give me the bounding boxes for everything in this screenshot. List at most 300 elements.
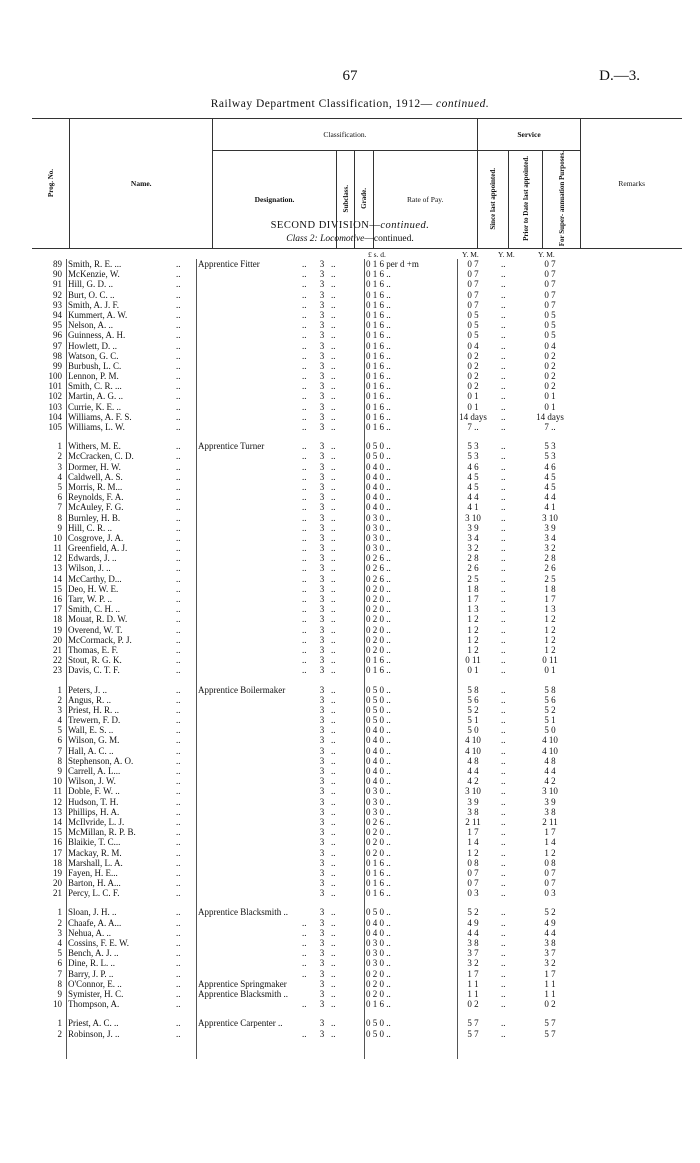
row-grade: .. [331,492,336,503]
row-superannuation: 1 3 [544,604,556,615]
row-grade: .. [331,309,336,320]
row-prior: .. [501,492,506,503]
row-number: 20 [53,878,62,889]
row-subclass: 3 [319,745,325,756]
row-since-last: 1 2 [467,634,479,645]
row-number: 1 [57,441,62,452]
row-superannuation: 0 5 [544,309,556,320]
row-subclass: 3 [319,512,325,523]
table-row [0,341,700,351]
row-name: Reynolds, F. A. [68,492,124,503]
row-since-last: 3 10 [465,512,481,523]
row-number: 16 [53,594,62,604]
table-row [0,320,700,330]
row-prior: .. [501,381,506,392]
row-number: 98 [53,350,62,361]
row-subclass: 3 [319,999,325,1010]
row-leader: .. [176,827,181,838]
row-grade: .. [331,594,336,604]
row-prior: .. [501,360,506,371]
row-prior: .. [501,837,506,848]
row-subclass: 3 [319,532,325,543]
row-rate: 0 4 0 .. [366,776,391,787]
row-number: 14 [53,816,62,827]
row-number: 101 [48,381,62,392]
row-subclass: 3 [319,907,325,918]
row-name: Thompson, A. [68,999,120,1010]
row-grade: .. [331,735,336,746]
row-number: 2 [57,917,62,928]
row-grade: .. [331,988,336,999]
row-superannuation: 0 2 [544,371,556,382]
row-grade: .. [331,381,336,392]
row-name: Lennon, P. M. [68,371,119,382]
row-prior: .. [501,391,506,402]
row-leader: .. [302,624,307,635]
row-rate: 0 1 6 .. [366,422,391,432]
row-leader: .. [176,512,181,523]
row-superannuation: 0 4 [544,340,556,351]
row-subclass: 3 [319,299,325,310]
row-leader: .. [302,381,307,392]
row-leader: .. [176,684,181,695]
row-prior: .. [501,766,506,776]
row-prior: .. [501,320,506,331]
row-leader: .. [176,704,181,715]
row-rate: 0 1 6 .. [366,665,391,676]
row-subclass: 3 [319,330,325,341]
row-grade: .. [331,755,336,766]
row-number: 103 [48,401,62,412]
row-subclass: 3 [319,927,325,938]
row-since-last: 5 3 [467,451,479,462]
row-name: McCracken, C. D. [68,451,134,462]
row-leader: .. [176,786,181,797]
row-number: 7 [57,502,62,513]
row-subclass: 3 [319,735,325,746]
row-grade: .. [331,978,336,989]
row-name: O'Connor, E. .. [68,978,122,989]
table-row [0,584,700,594]
row-leader: .. [176,958,181,969]
table-row [0,735,700,745]
row-prior: .. [501,938,506,948]
row-name: Stout, R. G. K. [68,655,122,666]
row-name: Nelson, A. .. [68,320,113,331]
row-superannuation: 0 2 [544,381,556,392]
row-leader: .. [176,766,181,776]
row-leader: .. [176,543,181,554]
row-since-last: 0 3 [467,888,479,899]
row-since-last: 0 11 [465,655,481,666]
row-number: 100 [48,371,62,382]
row-number: 92 [53,289,62,300]
row-name: Martin, A. G. .. [68,391,123,402]
group-gap [0,1009,700,1018]
row-superannuation: 5 7 [544,1028,556,1039]
row-prior: .. [501,806,506,817]
table-row [0,776,700,786]
row-leader: .. [302,451,307,462]
row-number: 1 [57,684,62,695]
table-row [0,330,700,340]
row-superannuation: 4 4 [544,492,556,503]
row-rate: 0 2 0 .. [366,604,391,615]
row-name: Sloan, J. H. .. [68,907,117,918]
row-grade: .. [331,502,336,513]
row-leader: .. [176,451,181,462]
row-number: 17 [53,847,62,858]
row-prior: .. [501,594,506,604]
row-superannuation: 3 9 [544,522,556,533]
row-leader: .. [302,279,307,290]
row-rate: 0 5 0 .. [366,694,391,705]
row-since-last: 4 4 [467,766,479,776]
row-since-last: 5 7 [467,1018,479,1029]
row-since-last: 0 2 [467,360,479,371]
row-leader: .. [176,715,181,726]
row-leader: .. [176,999,181,1010]
row-subclass: 3 [319,958,325,969]
row-rate: 0 3 0 .. [366,522,391,533]
row-prior: .. [501,502,506,513]
row-subclass: 3 [319,684,325,695]
row-subclass: 3 [319,381,325,392]
col-name: Name. [70,119,213,249]
row-since-last: 4 5 [467,481,479,492]
row-superannuation: 0 3 [544,888,556,899]
row-number: 19 [53,867,62,878]
row-grade: .. [331,907,336,918]
row-prior: .. [501,583,506,594]
row-leader: .. [302,665,307,676]
row-leader: .. [302,604,307,615]
row-leader: .. [176,624,181,635]
row-grade: .. [331,512,336,523]
row-number: 22 [53,655,62,666]
row-leader: .. [302,583,307,594]
row-number: 104 [48,411,62,422]
row-number: 9 [57,988,62,999]
row-leader: .. [302,522,307,533]
row-since-last: 2 8 [467,553,479,564]
row-leader: .. [302,492,307,503]
row-rate: 0 2 6 .. [366,553,391,564]
row-rate: 0 3 0 .. [366,806,391,817]
row-superannuation: 0 5 [544,320,556,331]
row-leader: .. [302,422,307,432]
table-row [0,999,700,1009]
row-subclass: 3 [319,917,325,928]
row-leader: .. [302,269,307,280]
row-number: 6 [57,958,62,969]
row-name: Overend, W. T. [68,624,123,635]
row-number: 4 [57,938,62,948]
row-leader: .. [302,917,307,928]
row-rate: 0 4 0 .. [366,917,391,928]
row-name: Hudson, T. H. [68,796,119,807]
row-leader: .. [302,299,307,310]
table-row [0,574,700,584]
row-leader: .. [302,401,307,412]
row-since-last: 4 5 [467,471,479,482]
table-row [0,918,700,928]
row-prior: .. [501,563,506,574]
row-number: 6 [57,735,62,746]
row-designation: Apprentice Blacksmith .. [198,988,288,999]
row-leader: .. [176,360,181,371]
row-since-last: 1 7 [467,968,479,979]
row-number: 3 [57,461,62,472]
row-number: 102 [48,391,62,402]
row-designation: Apprentice Springmaker [198,978,287,989]
row-subclass: 3 [319,461,325,472]
row-number: 89 [53,259,62,269]
row-superannuation: 0 7 [544,279,556,290]
row-subclass: 3 [319,796,325,807]
row-leader: .. [176,888,181,899]
row-name: Caldwell, A. S. [68,471,123,482]
row-since-last: 4 4 [467,492,479,503]
row-rate: 0 1 6 per d +m [366,259,419,269]
row-subclass: 3 [319,816,325,827]
row-subclass: 3 [319,715,325,726]
row-prior: .. [501,827,506,838]
lsd-units: £ s. d. [368,250,386,259]
row-superannuation: 1 2 [544,624,556,635]
row-prior: .. [501,878,506,889]
row-leader: .. [302,1028,307,1039]
row-superannuation: 4 5 [544,481,556,492]
row-leader: .. [176,745,181,756]
row-leader: .. [176,938,181,948]
row-leader: .. [176,259,181,269]
row-leader: .. [176,948,181,959]
row-subclass: 3 [319,401,325,412]
row-number: 8 [57,978,62,989]
row-grade: .. [331,796,336,807]
table-row [0,472,700,482]
row-designation: Apprentice Carpenter .. [198,1018,283,1029]
row-prior: .. [501,725,506,736]
row-grade: .. [331,927,336,938]
row-grade: .. [331,968,336,979]
row-grade: .. [331,259,336,269]
row-prior: .. [501,867,506,878]
row-name: Symister, H. C. [68,988,124,999]
row-grade: .. [331,745,336,756]
row-name: Cossins, F. E. W. [68,938,130,948]
row-number: 2 [57,451,62,462]
row-grade: .. [331,725,336,736]
group-gap [0,898,700,907]
row-name: Mackay, R. M. [68,847,122,858]
row-name: Barry, J. P. .. [68,968,114,979]
row-prior: .. [501,350,506,361]
row-name: Hall, A. C. .. [68,745,114,756]
row-name: McMillan, R. P. B. [68,827,136,838]
row-subclass: 3 [319,704,325,715]
row-rate: 0 2 0 .. [366,594,391,604]
row-subclass: 3 [319,259,325,269]
row-leader: .. [302,360,307,371]
table-row [0,695,700,705]
row-leader: .. [176,441,181,452]
col-subclass: Subclass. [336,151,355,249]
row-number: 12 [53,796,62,807]
row-number: 8 [57,755,62,766]
row-since-last: 3 4 [467,532,479,543]
row-leader: .. [176,1028,181,1039]
row-leader: .. [176,644,181,655]
row-prior: .. [501,796,506,807]
row-subclass: 3 [319,543,325,554]
table-row [0,614,700,624]
row-rate: 0 3 0 .. [366,786,391,797]
row-since-last: 0 5 [467,330,479,341]
row-rate: 0 1 6 .. [366,340,391,351]
row-prior: .. [501,715,506,726]
row-superannuation: 0 2 [544,350,556,361]
row-prior: .. [501,512,506,523]
row-prior: .. [501,269,506,280]
table-row [0,766,700,776]
row-prior: .. [501,927,506,938]
row-leader: .. [302,441,307,452]
table-row [0,563,700,573]
table-row [0,705,700,715]
row-superannuation: 2 8 [544,553,556,564]
row-number: 1 [57,907,62,918]
row-subclass: 3 [319,827,325,838]
row-grade: .. [331,786,336,797]
row-grade: .. [331,451,336,462]
row-leader: .. [176,299,181,310]
row-superannuation: 4 10 [542,735,558,746]
row-leader: .. [176,401,181,412]
row-superannuation: 5 2 [544,704,556,715]
row-since-last: 5 6 [467,694,479,705]
row-grade: .. [331,411,336,422]
row-rate: 0 1 6 .. [366,867,391,878]
row-prior: .. [501,917,506,928]
row-designation: Apprentice Boilermaker [198,684,286,695]
row-since-last: 5 2 [467,704,479,715]
row-name: Williams, A. F. S. [68,411,132,422]
row-name: Barton, H. A... [68,878,121,889]
row-superannuation: 0 7 [544,299,556,310]
table-row [0,513,700,523]
row-leader: .. [302,927,307,938]
row-subclass: 3 [319,655,325,666]
row-leader: .. [176,411,181,422]
row-rate: 0 1 6 .. [366,269,391,280]
table-row [0,817,700,827]
row-number: 95 [53,320,62,331]
row-since-last: 0 5 [467,320,479,331]
row-prior: .. [501,422,506,432]
row-leader: .. [302,655,307,666]
row-prior: .. [501,948,506,959]
table-row [0,645,700,655]
row-subclass: 3 [319,755,325,766]
row-grade: .. [331,481,336,492]
table-row [0,482,700,492]
row-superannuation: 4 4 [544,766,556,776]
row-name: Stephenson, A. O. [68,755,134,766]
row-name: Dormer, H. W. [68,461,121,472]
row-subclass: 3 [319,644,325,655]
row-leader: .. [302,320,307,331]
row-leader: .. [176,1018,181,1029]
table-row [0,948,700,958]
row-grade: .. [331,999,336,1010]
row-leader: .. [176,978,181,989]
group-gap [0,676,700,685]
table-row [0,412,700,422]
row-subclass: 3 [319,1028,325,1039]
row-subclass: 3 [319,583,325,594]
row-since-last: 0 5 [467,309,479,320]
row-name: Peters, J. .. [68,684,107,695]
row-grade: .. [331,816,336,827]
row-superannuation: 0 7 [544,269,556,280]
row-name: Bench, A. J. .. [68,948,119,959]
table-row [0,979,700,989]
row-leader: .. [176,340,181,351]
row-number: 18 [53,614,62,625]
row-subclass: 3 [319,847,325,858]
row-since-last: 5 8 [467,684,479,695]
row-grade: .. [331,522,336,533]
row-rate: 0 5 0 .. [366,1028,391,1039]
row-number: 5 [57,725,62,736]
row-number: 97 [53,340,62,351]
row-superannuation: 5 7 [544,1018,556,1029]
row-leader: .. [302,502,307,513]
row-prior: .. [501,481,506,492]
row-superannuation: 1 2 [544,644,556,655]
row-subclass: 3 [319,360,325,371]
row-name: Marshall, L. A. [68,857,123,868]
row-subclass: 3 [319,978,325,989]
row-subclass: 3 [319,391,325,402]
row-prior: .. [501,259,506,269]
row-since-last: 4 2 [467,776,479,787]
row-superannuation: 4 1 [544,502,556,513]
row-name: McKenzie, W. [68,269,120,280]
table-row [0,837,700,847]
row-grade: .. [331,360,336,371]
row-since-last: 5 0 [467,725,479,736]
row-superannuation: 0 2 [544,999,556,1010]
row-superannuation: 0 1 [544,665,556,676]
row-superannuation: 14 days [536,411,564,422]
table-row [0,391,700,401]
row-prior: .. [501,776,506,787]
row-since-last: 5 7 [467,1028,479,1039]
table-row [0,928,700,938]
row-name: Hill, C. R. .. [68,522,113,533]
row-prior: .. [501,694,506,705]
row-since-last: 0 1 [467,665,479,676]
table-row [0,625,700,635]
row-superannuation: 1 1 [544,988,556,999]
row-since-last: 1 2 [467,624,479,635]
row-number: 105 [48,422,62,432]
row-number: 11 [53,543,62,554]
col-prog-no: Prog. No. [32,119,70,249]
